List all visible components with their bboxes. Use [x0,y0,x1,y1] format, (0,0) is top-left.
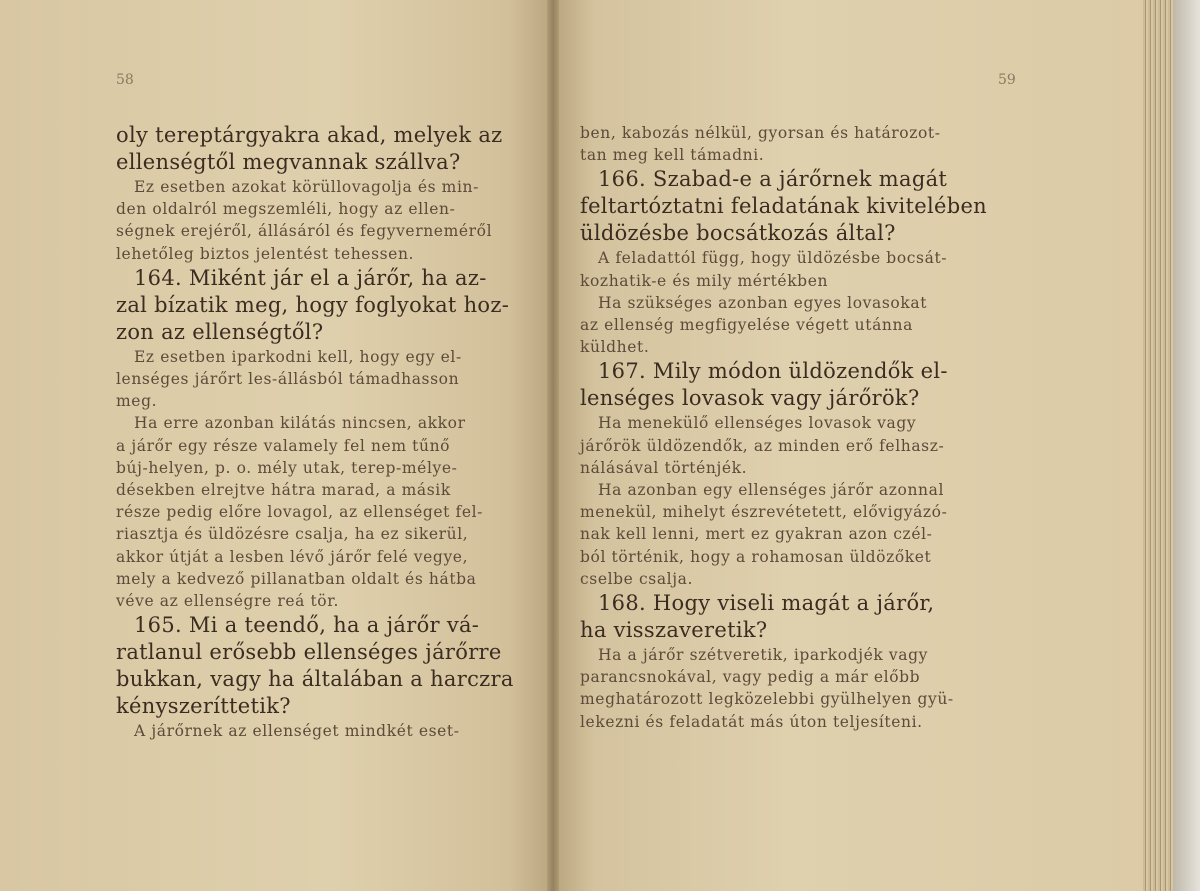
text-line: mely a kedvező pillanatban oldalt és hátba [116,569,477,588]
text-line: nálásával történjék. [580,458,748,477]
text-line: meg. [116,392,158,411]
right-page [553,0,1143,891]
question-line: lenséges lovasok vagy járőrök? [580,386,920,411]
question-line: 168. Hogy viseli magát a járőr, [598,591,935,616]
text-line: Ha menekülő ellenséges lovasok vagy [598,414,917,433]
text-line: része pedig előre lovagol, az ellenséget fel- [116,503,484,522]
text-line: akkor útját a lesben lévő járőr felé vegye, [116,547,469,566]
text-line: meghatározott legközelebbi gyülhelyen gyü- [580,690,954,709]
text-line: tan meg kell támadni. [580,146,765,165]
question-line: zal bízatik meg, hogy foglyokat hoz- [116,292,510,317]
question-line: ha visszaveretik? [580,618,768,643]
question-line: bukkan, vagy ha általában a harczra [116,667,514,692]
text-line: ben, kabozás nélkül, gyorsan és határozot- [580,124,941,142]
right-page-text [580,122,1016,733]
text-line: Ha szükséges azonban egyes lovasokat [598,293,928,312]
text-line: a járőr egy része valamely fel nem tűnő [116,436,451,455]
question-line: üldözésbe bocsátkozás által? [580,221,896,246]
text-line: Ez esetben azokat körüllovagolja és min- [134,178,479,196]
question-line: oly tereptárgyakra akad, melyek az [116,123,503,147]
text-line: ból történik, hogy a rohamosan üldözőket [580,547,932,566]
question-line: ellenségtől megvannak szállva? [116,150,461,174]
text-line: A feladattól függ, hogy üldözésbe bocsát- [598,249,948,268]
page-number: 59 [998,72,1016,88]
question-line: zon az ellenségtől? [116,319,324,344]
question-line: 166. Szabad-e a járőrnek magát [598,167,948,192]
text-line: járőrök üldözendők, az minden erő felhasz- [580,436,945,455]
text-line: menekül, mihelyt észrevétetett, elővigyázó- [580,503,948,522]
book-gutter [547,0,559,891]
text-line: lehetőleg biztos jelentést tehessen. [116,244,415,263]
text-line: den oldalról megszemléli, hogy az ellen- [116,200,456,219]
text-line: Ez esetben iparkodni kell, hogy egy el- [134,347,462,366]
left-page-text [116,122,534,742]
left-page [0,0,553,891]
text-line: riasztja és üldözésre csalja, ha ez sikerül, [116,525,469,544]
text-line: Ha a járőr szétveretik, iparkodjék vagy [598,646,928,665]
question-line: ratlanul erősebb ellenséges járőrre [116,640,502,665]
text-line: parancsnokával, vagy pedig a már előbb [580,668,921,687]
question-line: feltartóztatni feladatának kivitelében [580,194,988,219]
background [1173,0,1200,891]
text-line: lenséges járőrt les-állásból támadhasson [116,370,460,389]
text-line: lekezni és feladatát más úton teljesíteni. [580,712,923,731]
page-number: 58 [116,72,134,88]
text-line: désekben elrejtve hátra marad, a másik [116,481,451,500]
text-line: Ha erre azonban kilátás nincsen, akkor [134,414,466,433]
text-line: Ha azonban egy ellenséges járőr azonnal [598,481,945,500]
text-line: búj-helyen, p. o. mély utak, terep-mélye- [116,458,458,477]
question-line: 167. Mily módon üldözendők el- [598,359,948,384]
text-line: A járőrnek az ellenséget mindkét eset- [134,722,460,741]
question-line: 165. Mi a teendő, ha a járőr vá- [134,613,480,638]
text-line: kozhatik-e és mily mértékben [580,271,829,290]
page-edges [1143,0,1173,891]
text-line: az ellenség megfigyelése végett utánna [580,316,913,335]
text-line: nak kell lenni, mert ez gyakran azon czél- [580,525,933,544]
text-line: ségnek erejéről, állásáról és fegyverneméről [116,222,493,241]
text-line: véve az ellenségre reá tör. [116,592,340,611]
text-line: cselbe csalja. [580,569,693,588]
question-line: 164. Miként jár el a járőr, ha az- [134,265,487,290]
question-line: kényszeríttetik? [116,694,291,719]
text-line: küldhet. [580,338,650,357]
